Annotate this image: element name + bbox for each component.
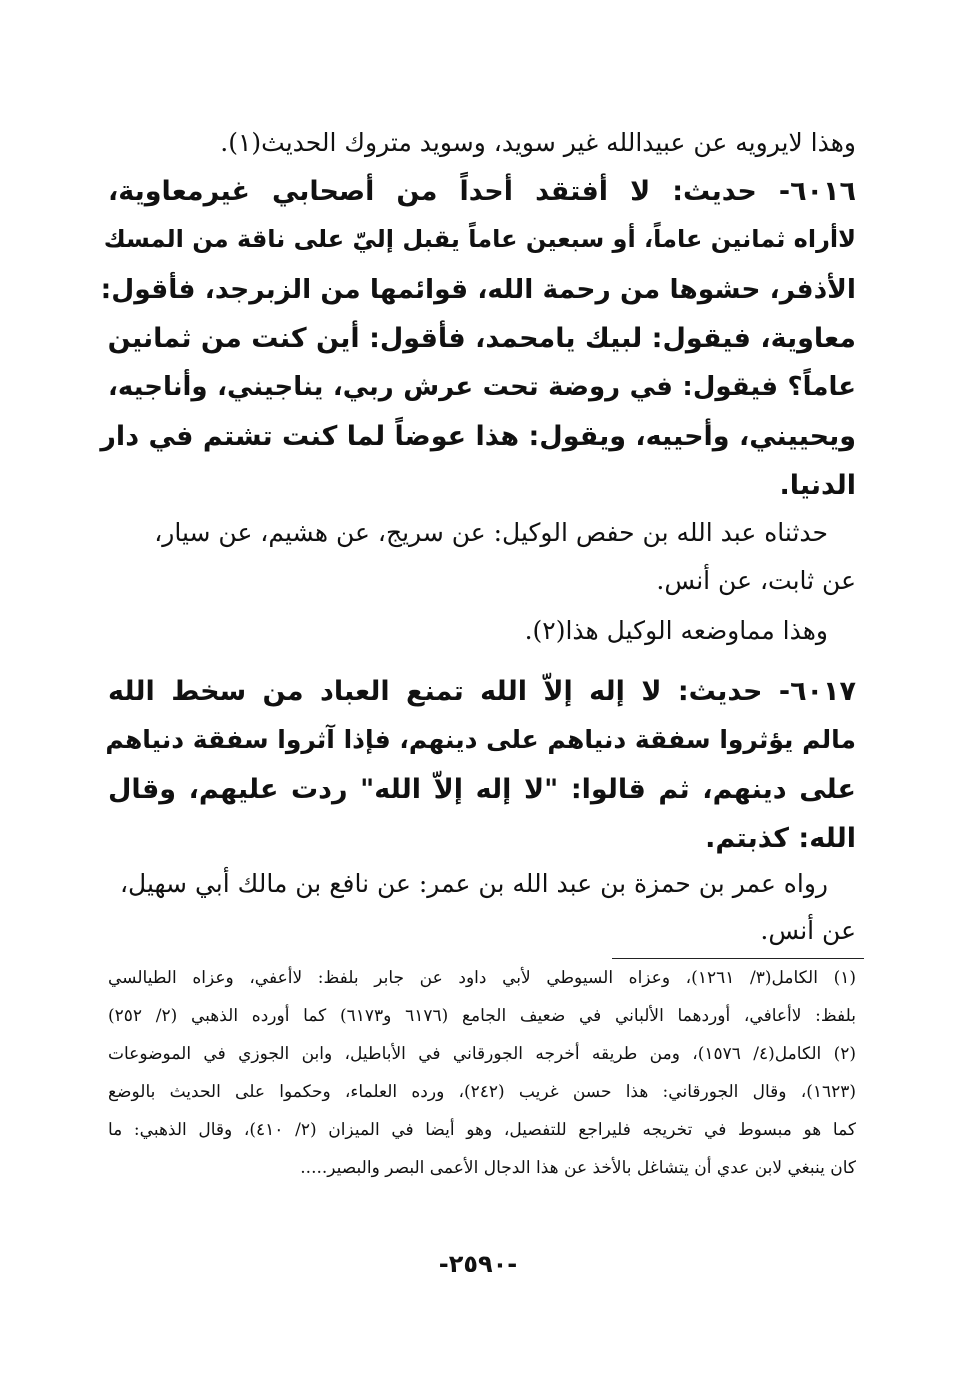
- hadith-6016-line: الأذفر، حشوها من رحمة الله، قوائمها من الزبرجد، فأقول:: [100, 274, 856, 305]
- hadith-6017-line: الله: كذبتم.: [705, 823, 856, 854]
- footnote-separator: [612, 958, 864, 959]
- hadith-6017-line: ٦٠١٧- حديث: لا إله إلاّ الله تمنع العباد من سخط الله: [108, 676, 856, 707]
- hadith-6016-line: لاأراه ثمانين عاماً، أو سبعين عاماً يقبل إليّ على ناقة من المسك: [103, 225, 856, 253]
- footnote-line: (١) الكامل(٣/ ١٢٦١)، وعزاه السيوطي لأبي داود عن جابر بلفظ: لاأعفي، وعزاه الطيالسي: [108, 968, 856, 988]
- chain-6017-line: عن أنس.: [760, 916, 856, 945]
- hadith-6016-line: معاوية، فيقول: لبيك يامحمد، فأقول: أين كنت من ثمانين: [107, 323, 856, 354]
- footnote-line: كما هو مبسوط في تخريجه فليراجع للتفصيل، وهو أيضا في الميزان (٢/ ٤١٠)، وقال الذهبي: ما: [108, 1120, 856, 1140]
- note-6016: وهذا مماوضعه الوكيل هذا(٢).: [524, 616, 828, 645]
- intro-line: وهذا لايرويه عن عبيدالله غير سويد، وسويد متروك الحديث(١).: [220, 128, 856, 157]
- hadith-6016-line: عاماً؟ فيقول: في روضة تحت عرش ربي، يناجيني، وأناجيه،: [108, 372, 856, 402]
- hadith-6017-line: مالم يؤثروا سفقة دنياهم على دينهم، فإذا آثروا سفقة دنياهم: [105, 725, 856, 754]
- footnote-line: (١٦٢٣)، وقال الجورقاني: هذا حسن غريب (٢٤٢)، ورده العلماء، وحكموا على الحديث بالوضع: [108, 1082, 856, 1102]
- chain-6017-line: رواه عمر بن حمزة بن عبد الله بن عمر: عن نافع بن مالك أبي سهيل،: [119, 869, 828, 898]
- hadith-6016-line: الدنيا.: [779, 470, 856, 501]
- chain-6016-line: عن ثابت، عن أنس.: [656, 566, 856, 595]
- footnote-line: (٢) الكامل(٤/ ١٥٧٦)، ومن طريقه أخرجه الجورقاني في الأباطيل، وابن الجوزي في الموضوعات: [108, 1044, 857, 1064]
- hadith-6016-line: ويحييني، وأحييه، ويقول: هذا عوضاً لما كنت تشتم في دار: [100, 421, 856, 452]
- footnote-line: كان ينبغي لابن عدي أن يتشاغل بالأخذ عن هذا الدجال الأعمى البصر والبصير.....: [300, 1158, 856, 1178]
- hadith-6016-line: ٦٠١٦- حديث: لا أفتقد أحداً من أصحابي غيرمعاوية،: [108, 176, 856, 207]
- chain-6016-line: حدثناه عبد الله بن حفص الوكيل: عن سريج، عن هشيم، عن سيار،: [154, 518, 828, 547]
- footnote-line: بلفظ: لاأعافي، أوردهما الألباني في ضعيف الجامع (٦١٧٦ و٦١٧٣) كما أورده الذهبي (٢/ ٢٥٢): [108, 1006, 856, 1026]
- page-number: -٢٥٩٠-: [438, 1250, 518, 1278]
- hadith-6017-line: على دينهم، ثم قالوا: "لا إله إلاّ الله" ردت عليهم، وقال: [108, 774, 856, 805]
